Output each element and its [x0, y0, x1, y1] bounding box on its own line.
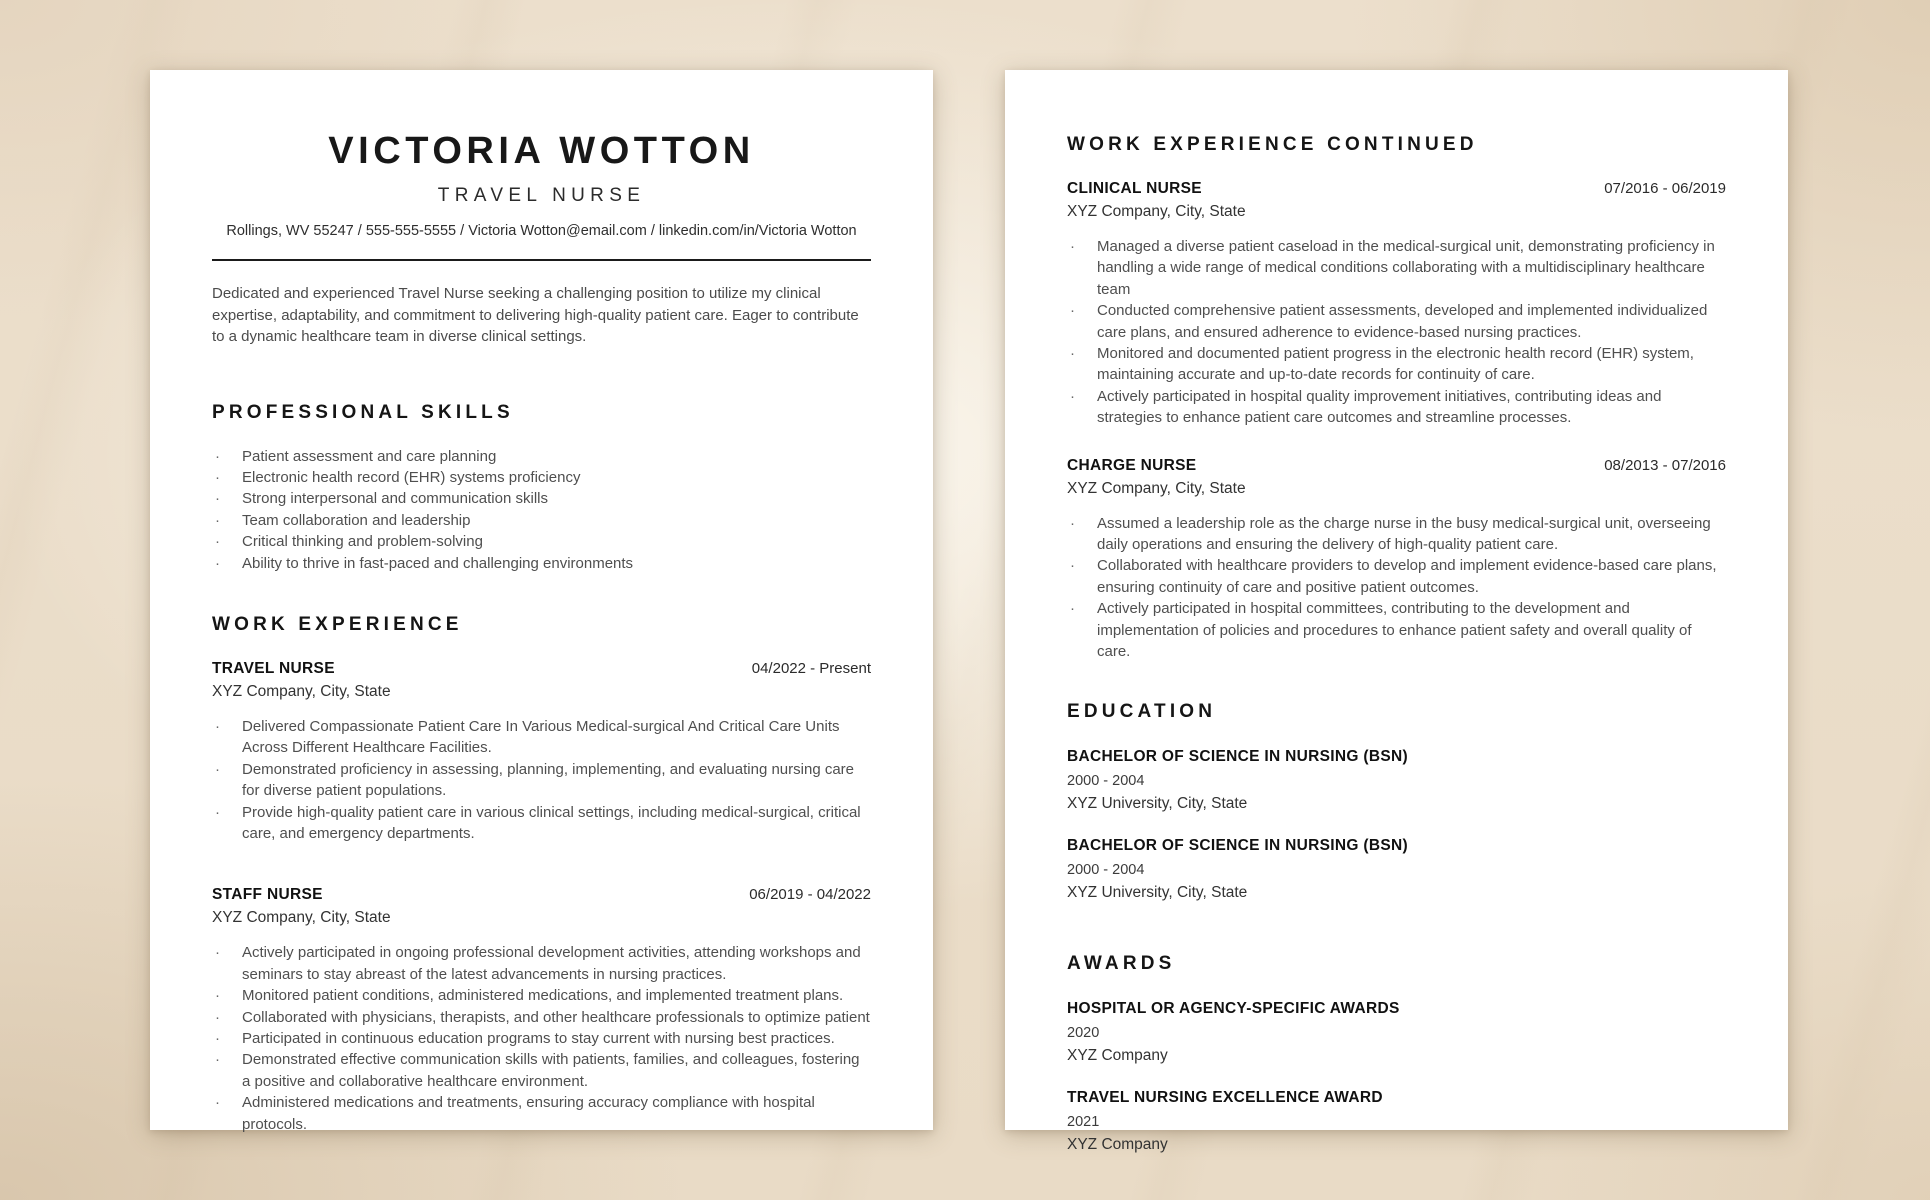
job-bullet-text: Monitored and documented patient progress in the electronic health record (EHR) system, maintaining accurate and up-to-date records for continuity of care. [1097, 345, 1694, 384]
job-title: STAFF NURSE [212, 886, 323, 904]
job-title: CLINICAL NURSE [1067, 180, 1202, 197]
bullet-marker: · [1070, 600, 1075, 618]
job-bullet-text: Actively participated in hospital quality improvement initiatives, contributing ideas and strategies to enhance patient care outcomes and streamline processes. [1097, 387, 1662, 427]
job-bullet [1067, 236, 1726, 300]
skill-item [212, 510, 871, 531]
bullet-marker: · [215, 490, 220, 508]
bullet-marker: · [215, 760, 220, 778]
bullet-marker: · [215, 511, 220, 529]
job-bullet [212, 985, 871, 1006]
job-bullet-text: Actively participated in ongoing professional development activities, attending workshops and seminars to stay abreast of the latest advancements in nursing practices. [242, 944, 861, 983]
award-title: HOSPITAL OR AGENCY-SPECIFIC AWARDS [1067, 999, 1400, 1017]
degree-dates: 2000 - 2004 [1067, 861, 1145, 878]
section-heading-work-experience-continued: WORK EXPERIENCE CONTINUED [1067, 134, 1478, 155]
job-bullet [212, 1092, 871, 1135]
bullet-marker: · [1070, 387, 1075, 405]
job-staff-nurse [212, 886, 871, 1135]
section-heading-professional-skills: PROFESSIONAL SKILLS [212, 401, 514, 423]
job-dates: 07/2016 - 06/2019 [1604, 180, 1726, 197]
skill-text: Strong interpersonal and communication skills [242, 490, 548, 508]
job-header-row [212, 886, 871, 904]
skill-item [212, 488, 871, 509]
job-bullet [1067, 513, 1726, 556]
job-header-row [1067, 180, 1726, 198]
skill-text: Ability to thrive in fast-paced and challenging environments [242, 554, 634, 572]
job-bullet-text: Managed a diverse patient caseload in the medical-surgical unit, demonstrating proficiency in handling a wide range of medical conditions collaborating with a multidisciplinary healthcare team [1097, 238, 1715, 298]
bullet-marker: · [215, 468, 220, 486]
candidate-name: VICTORIA WOTTON [328, 130, 755, 172]
job-bullet-text: Conducted comprehensive patient assessments, developed and implemented individualized care plans, and ensured adherence to evidence-based nursing practices. [1097, 302, 1708, 341]
job-bullet [1067, 386, 1726, 429]
bullet-marker: · [1070, 238, 1075, 255]
candidate-role: TRAVEL NURSE [437, 185, 646, 206]
degree-title: BACHELOR OF SCIENCE IN NURSING (BSN) [1067, 836, 1408, 854]
resume-page-1 [150, 70, 933, 1133]
job-bullet-text: Provide high-quality patient care in various clinical settings, including medical-surgical, critical care, and emergency departments. [242, 803, 861, 842]
summary-text: Dedicated and experienced Travel Nurse seeking a challenging position to utilize my clinical expertise, adaptability, and commitment to delivering high-quality patient care. Eager to contribute to a dynamic healthcare team in diverse clinical settings. [212, 285, 859, 345]
job-company: XYZ Company, City, State [1067, 479, 1246, 497]
bullet-marker: · [215, 1051, 220, 1069]
job-bullet-list [212, 716, 871, 844]
job-bullet-text: Demonstrated effective communication skills with patients, families, and colleagues, fostering a positive and collaborative healthcare environment. [242, 1051, 860, 1090]
education-item [1067, 747, 1726, 814]
job-bullet-text: Administered medications and treatments, ensuring accuracy compliance with hospital protocols. [242, 1094, 815, 1133]
resume-page-2 [1005, 70, 1788, 1153]
job-bullet [212, 1049, 871, 1092]
job-bullet-text: Delivered Compassionate Patient Care In Various Medical-surgical And Critical Care Units Across Different Healthcare Facilities. [242, 717, 840, 757]
job-bullet [1067, 343, 1726, 386]
job-bullet-text: Assumed a leadership role as the charge nurse in the busy medical-surgical unit, overseeing daily operations and ensuring the delivery of high-quality patient care. [1097, 514, 1711, 554]
award-item [1067, 1088, 1726, 1155]
award-org: XYZ Company [1067, 1046, 1168, 1064]
bullet-marker: · [215, 1008, 220, 1026]
job-charge-nurse [1067, 457, 1726, 663]
section-heading-work-experience: WORK EXPERIENCE [212, 613, 463, 635]
job-bullet [212, 802, 871, 845]
job-bullet [212, 1028, 871, 1049]
bullet-marker: · [215, 554, 220, 572]
job-company: XYZ Company, City, State [212, 909, 391, 927]
skill-item [212, 531, 871, 552]
award-item [1067, 999, 1726, 1066]
bullet-marker: · [215, 987, 220, 1005]
job-bullet [212, 1007, 871, 1028]
award-org: XYZ Company [1067, 1135, 1168, 1153]
job-header-row [1067, 457, 1726, 475]
bullet-marker: · [215, 717, 220, 735]
job-company: XYZ Company, City, State [212, 682, 391, 700]
bullet-marker: · [215, 447, 220, 465]
bullet-marker: · [1070, 345, 1075, 363]
degree-title: BACHELOR OF SCIENCE IN NURSING (BSN) [1067, 747, 1408, 765]
bullet-marker: · [215, 944, 220, 962]
award-year: 2021 [1067, 1113, 1100, 1130]
job-bullet-list [212, 942, 871, 1135]
job-bullet-text: Collaborated with healthcare providers to develop and implement evidence-based care plans, ensuring continuity of care and positive patient outcomes. [1097, 557, 1717, 596]
skill-item [212, 553, 871, 574]
skill-item [212, 467, 871, 488]
job-bullet [1067, 598, 1726, 662]
bullet-marker: · [215, 803, 220, 821]
job-bullet [212, 759, 871, 802]
job-title: TRAVEL NURSE [212, 659, 335, 677]
job-title: CHARGE NURSE [1067, 456, 1197, 474]
job-bullet [212, 716, 871, 759]
job-company: XYZ Company, City, State [1067, 203, 1246, 220]
job-travel-nurse [212, 660, 871, 844]
skill-text: Team collaboration and leadership [242, 511, 471, 529]
education-item [1067, 836, 1726, 903]
job-dates: 06/2019 - 04/2022 [749, 886, 871, 904]
award-year: 2020 [1067, 1024, 1100, 1041]
job-bullet [1067, 555, 1726, 598]
job-clinical-nurse [1067, 180, 1726, 429]
bullet-marker: · [215, 1094, 220, 1112]
degree-dates: 2000 - 2004 [1067, 772, 1145, 789]
job-dates: 04/2022 - Present [751, 659, 871, 677]
skills-list [212, 446, 871, 574]
bullet-marker: · [215, 533, 220, 551]
section-heading-education: EDUCATION [1067, 700, 1217, 722]
bullet-marker: · [1070, 514, 1075, 532]
award-title: TRAVEL NURSING EXCELLENCE AWARD [1067, 1088, 1383, 1106]
contact-line: Rollings, WV 55247 / 555-555-5555 / Victoria Wotton@email.com / linkedin.com/in/Victoria Wotton [226, 223, 857, 239]
skill-text: Electronic health record (EHR) systems proficiency [242, 468, 581, 486]
job-bullet-text: Demonstrated proficiency in assessing, planning, implementing, and evaluating nursing care for diverse patient populations. [242, 760, 855, 800]
job-bullet [212, 942, 871, 985]
job-bullet-text: Monitored patient conditions, administered medications, and implemented treatment plans. [242, 987, 844, 1005]
job-bullet-list [1067, 513, 1726, 663]
bullet-marker: · [1070, 302, 1075, 320]
section-heading-awards: AWARDS [1067, 952, 1176, 974]
bullet-marker: · [215, 1030, 220, 1047]
bullet-marker: · [1070, 557, 1075, 575]
job-bullet-text: Collaborated with physicians, therapists, and other healthcare professionals to optimize patient [242, 1008, 870, 1026]
skill-text: Patient assessment and care planning [242, 447, 497, 465]
header-divider [212, 259, 871, 261]
job-bullet [1067, 300, 1726, 343]
job-dates: 08/2013 - 07/2016 [1604, 456, 1726, 474]
job-bullet-list [1067, 236, 1726, 429]
skill-text: Critical thinking and problem-solving [242, 533, 483, 551]
degree-school: XYZ University, City, State [1067, 883, 1248, 901]
job-bullet-text: Participated in continuous education programs to stay current with nursing best practices. [242, 1030, 835, 1047]
job-header-row [212, 660, 871, 678]
job-bullet-text: Actively participated in hospital committees, contributing to the development and implementation of policies and procedures to enhance patient safety and overall quality of care. [1097, 600, 1692, 661]
degree-school: XYZ University, City, State [1067, 794, 1248, 812]
skill-item [212, 446, 871, 467]
